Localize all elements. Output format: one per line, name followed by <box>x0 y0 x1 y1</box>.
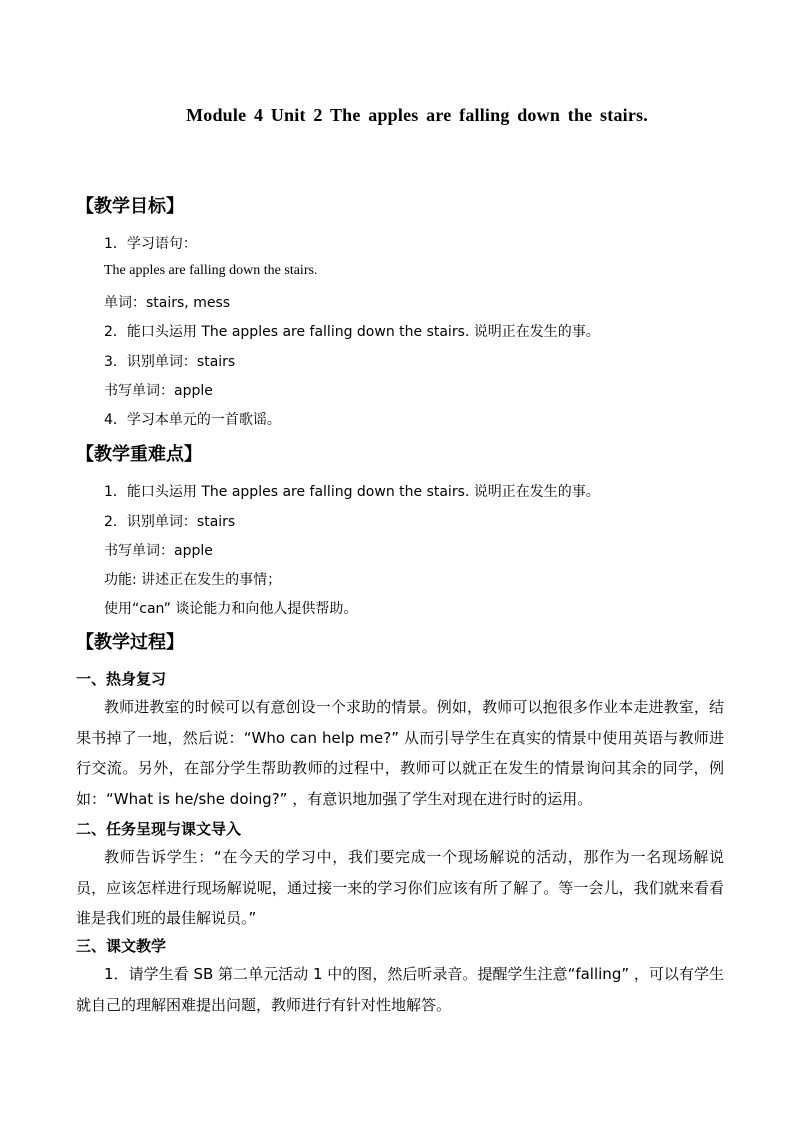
step2-paragraph: 教师告诉学生：“在今天的学习中，我们要完成一个现场解说的活动，那作为一名现场解说员，应该怎样进行现场解说呢，通过接一来的学习你们应该有所了解了。等一会儿，我们就来看看谁是我们班的最佳解说员。” <box>76 848 724 927</box>
process-heading: 【教学过程】 <box>76 632 184 653</box>
step1-paragraph: 教师进教室的时候可以有意创设一个求助的情景。例如，教师可以抱很多作业本走进教室，结果书掉了一地，然后说：“Who can help me?” 从而引导学生在真实的情景中使用英语与教师进行交流。另外，在部分学生帮助教师的过程中，教师可以就正在发生的情景询问其余的同学，例如：“What is he/she doing?” ，有意识地加强了学生对现在进行时的运用。 <box>76 698 724 808</box>
goal-line-2: The apples are falling down the stairs. <box>104 263 318 278</box>
key-line-3: 书写单词：apple <box>104 543 213 559</box>
step2-title: 二、任务呈现与课文导入 <box>76 820 242 838</box>
goals-heading: 【教学目标】 <box>76 196 184 217</box>
goal-line-1: 1．学习语句： <box>104 236 197 252</box>
key-line-5: 使用“can” 谈论能力和向他人提供帮助。 <box>104 601 358 617</box>
step1-title: 一、热身复习 <box>76 670 167 688</box>
step3-title: 三、课文教学 <box>76 937 167 955</box>
page-title: Module 4 Unit 2 The apples are falling down the stairs. <box>186 105 648 125</box>
key-line-4: 功能: 讲述正在发生的事情； <box>104 572 282 588</box>
key-points-heading: 【教学重难点】 <box>76 444 202 465</box>
key-line-1: 1．能口头运用 The apples are falling down the stairs. 说明正在发生的事。 <box>104 484 600 500</box>
goal-line-5: 3．识别单词：stairs <box>104 354 236 370</box>
goal-line-4: 2．能口头运用 The apples are falling down the stairs. 说明正在发生的事。 <box>104 324 600 340</box>
step3-paragraph: 1．请学生看 SB 第二单元活动 1 中的图，然后听录音。提醒学生注意“falling” ，可以有学生就自己的理解困难提出问题，教师进行有针对性地解答。 <box>76 965 724 1014</box>
goal-line-7: 4．学习本单元的一首歌谣。 <box>104 412 281 428</box>
goal-line-6: 书写单词：apple <box>104 383 213 399</box>
key-line-2: 2．识别单词：stairs <box>104 514 236 530</box>
goal-line-3: 单词：stairs, mess <box>104 295 231 311</box>
